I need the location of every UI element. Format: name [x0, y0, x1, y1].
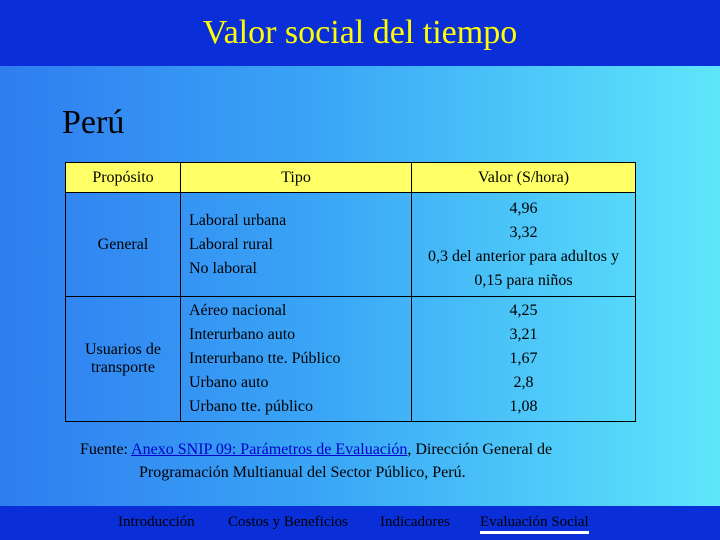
- value-item: 3,21: [509, 326, 538, 343]
- header-type: Tipo: [181, 163, 412, 193]
- type-item: Aéreo nacional: [189, 302, 287, 319]
- value-cell: [412, 193, 636, 297]
- source-rest: , Dirección General de: [407, 441, 553, 458]
- table-header-row: [66, 163, 636, 193]
- purpose-label: Usuarios de transporte: [85, 341, 161, 376]
- type-item: Laboral urbana: [189, 211, 287, 229]
- nav-evaluacion-social[interactable]: Evaluación Social: [480, 514, 589, 534]
- time-value-table: [65, 162, 636, 422]
- source-prefix: Fuente:: [80, 441, 132, 458]
- nav-introduccion[interactable]: Introducción: [118, 514, 195, 530]
- value-item: 1,67: [509, 350, 538, 367]
- header-purpose: Propósito: [66, 163, 181, 193]
- type-item: No laboral: [189, 259, 257, 277]
- value-item: 1,08: [509, 398, 538, 415]
- slide-title: Valor social del tiempo: [202, 14, 518, 51]
- value-item: 0,3 del anterior para adultos y: [427, 247, 620, 265]
- value-item: 3,32: [509, 223, 538, 241]
- nav-indicadores[interactable]: Indicadores: [380, 514, 450, 530]
- nav-costos-beneficios[interactable]: Costos y Beneficios: [228, 514, 348, 530]
- table-row: [66, 297, 636, 422]
- purpose-cell: [66, 193, 181, 297]
- source-link[interactable]: Anexo SNIP 09: Parámetros de Evaluación: [131, 441, 408, 458]
- value-item: 2,8: [513, 374, 534, 391]
- type-item: Interurbano auto: [189, 326, 296, 343]
- title-bar: [0, 0, 720, 66]
- type-item: Urbano tte. público: [189, 398, 313, 415]
- purpose-cell: [66, 297, 181, 422]
- table-row: [66, 193, 636, 297]
- value-item: 0,15 para niños: [474, 271, 573, 289]
- type-item: Urbano auto: [189, 374, 269, 391]
- type-item: Interurbano tte. Público: [189, 350, 341, 367]
- source-note: [80, 438, 680, 484]
- value-cell: [412, 297, 636, 422]
- type-cell: [181, 193, 412, 297]
- value-item: 4,96: [509, 199, 538, 217]
- type-cell: [181, 297, 412, 422]
- type-item: Laboral rural: [189, 235, 273, 253]
- nav-bar: [0, 506, 720, 540]
- value-item: 4,25: [509, 302, 538, 319]
- source-line2: Programación Multianual del Sector Público, Perú.: [139, 464, 466, 481]
- slide-subtitle: Perú: [62, 104, 125, 141]
- header-value: Valor (S/hora): [412, 163, 636, 193]
- purpose-label: General: [97, 235, 149, 253]
